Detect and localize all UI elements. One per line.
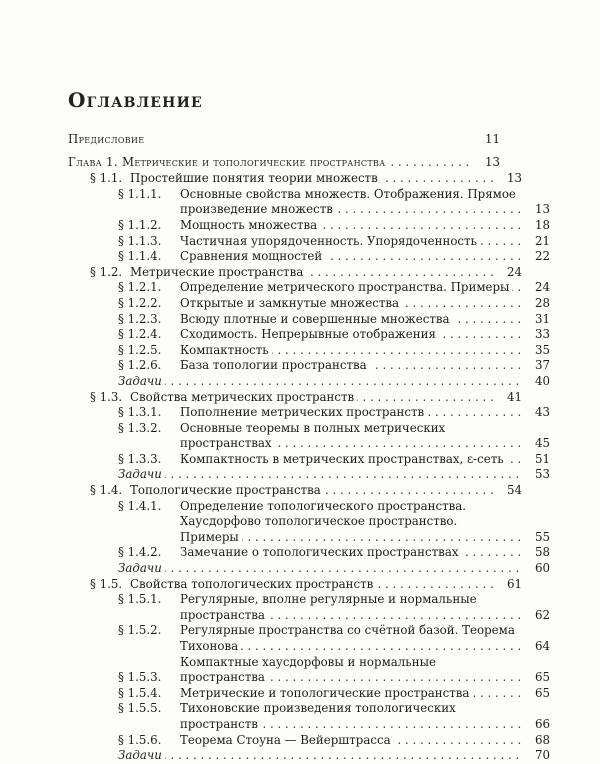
- toc-preface[interactable]: [68, 132, 500, 148]
- toc-entry-label: Замечание о топологических пространствах: [180, 545, 462, 559]
- toc-entry-label: Сравнения мощностей: [180, 249, 325, 263]
- toc-page-number: 54: [506, 483, 522, 498]
- toc-page-number: 41: [506, 389, 522, 404]
- toc-page-number: 11: [484, 132, 500, 146]
- toc-entry-label: Компактность: [180, 343, 272, 357]
- table-of-contents: [68, 132, 550, 764]
- toc-subsection[interactable]: [68, 655, 550, 686]
- toc-entry-number: § 1.1.3.: [118, 233, 162, 248]
- toc-subsection[interactable]: [68, 452, 550, 468]
- toc-subsection[interactable]: [68, 686, 550, 702]
- toc-entry-number: § 1.5.5.: [118, 701, 162, 716]
- toc-entry-number: § 1.2.6.: [118, 358, 162, 373]
- toc-page-number: 18: [534, 217, 550, 232]
- toc-page-number: 68: [534, 732, 550, 747]
- toc-page-number: 24: [534, 280, 550, 295]
- toc-entry-number: § 1.5.2.: [118, 623, 162, 638]
- toc-page-number: 62: [534, 607, 550, 622]
- toc-entry-label: Предисловие: [68, 132, 147, 146]
- toc-subsection[interactable]: [68, 249, 550, 265]
- toc-entry-label: Топологические пространства: [130, 483, 324, 497]
- toc-entry-number: § 1.2.1.: [118, 280, 162, 295]
- toc-tasks[interactable]: [68, 561, 550, 577]
- toc-entry-label: Теорема Стоуна — Вейерштрасса: [180, 733, 394, 747]
- toc-entry-label: Метрические пространства: [130, 265, 306, 279]
- toc-entry-label: Задачи: [118, 561, 165, 575]
- toc-subsection[interactable]: [68, 218, 550, 234]
- toc-entry-number: § 1.5.1.: [118, 592, 162, 607]
- toc-page-number: 70: [534, 748, 550, 763]
- toc-chapter[interactable]: [68, 155, 500, 171]
- toc-page-number: 28: [534, 295, 550, 310]
- toc-entry-number: § 1.5.4.: [118, 685, 162, 700]
- toc-entry-label-continued: Хаусдорфово топологическое пространство. Примеры: [180, 514, 458, 544]
- toc-entry-label: Метрические и топологические пространства: [180, 686, 472, 700]
- toc-entry-number: § 1.2.2.: [118, 295, 162, 310]
- toc-page-number: 31: [534, 311, 550, 326]
- toc-page-number: 55: [534, 529, 550, 544]
- toc-page-number: 22: [534, 249, 550, 264]
- toc-page-number: 13: [506, 171, 522, 186]
- toc-entry-number: § 1.2.: [90, 264, 123, 279]
- toc-page-number: 58: [534, 545, 550, 560]
- toc-subsection[interactable]: [68, 234, 550, 250]
- toc-entry-label: Метрические и топологические пространства: [121, 154, 386, 169]
- toc-page-number: 65: [534, 685, 550, 700]
- toc-entry-label: Простейшие понятия теории множеств: [130, 171, 381, 185]
- toc-section[interactable]: [68, 483, 522, 499]
- toc-entry-number: § 1.2.3.: [118, 311, 162, 326]
- toc-subsection[interactable]: [68, 499, 550, 515]
- toc-entry-label: Частичная упорядоченность. Упорядоченность: [180, 234, 480, 248]
- toc-page-number: 37: [534, 358, 550, 373]
- toc-page-number: 40: [534, 373, 550, 388]
- toc-page-number: 60: [534, 561, 550, 576]
- toc-subsection[interactable]: [68, 358, 550, 374]
- toc-entry-label: Всюду плотные и совершенные множества: [180, 312, 453, 326]
- toc-subsection[interactable]: [68, 280, 550, 296]
- toc-entry-number: § 1.3.1.: [118, 405, 162, 420]
- toc-subsection-continued[interactable]: [68, 514, 550, 545]
- toc-entry-number: § 1.3.3.: [118, 451, 162, 466]
- toc-page-number: 13: [484, 154, 500, 169]
- toc-entry-label-continued: пространствах: [180, 436, 275, 450]
- toc-entry-number: § 1.3.: [90, 389, 123, 404]
- toc-page-number: 65: [534, 670, 550, 685]
- toc-entry-number: § 1.4.1.: [118, 498, 162, 513]
- toc-tasks[interactable]: [68, 748, 550, 764]
- toc-entry-label: Открытые и замкнутые множества: [180, 296, 402, 310]
- toc-entry-label: Основные теоремы в полных метрических: [180, 420, 446, 435]
- toc-entry-number: § 1.1.: [90, 171, 123, 186]
- toc-subsection-continued[interactable]: [68, 202, 550, 218]
- toc-subsection[interactable]: [68, 545, 550, 561]
- toc-subsection[interactable]: [68, 421, 550, 437]
- toc-entry-label: Свойства метрических пространств: [130, 390, 357, 404]
- toc-entry-number: § 1.4.2.: [118, 545, 162, 560]
- toc-entry-label: Задачи: [118, 748, 165, 762]
- toc-entry-label: База топологии пространства: [180, 358, 370, 372]
- toc-entry-label: Определение метрического пространства. Примеры: [180, 280, 512, 294]
- toc-subsection[interactable]: [68, 296, 550, 312]
- toc-tasks[interactable]: [68, 374, 550, 390]
- toc-subsection-continued[interactable]: [68, 608, 550, 624]
- toc-entry-label-continued: пространства: [180, 608, 268, 622]
- toc-section[interactable]: [68, 265, 522, 281]
- toc-section[interactable]: [68, 390, 522, 406]
- toc-page-number: 21: [534, 233, 550, 248]
- toc-subsection[interactable]: [68, 701, 550, 717]
- toc-entry-label: Компактные хаусдорфовы и нормальные пространства: [180, 654, 436, 685]
- toc-entry-label: Тихоновские произведения топологических: [180, 701, 456, 716]
- toc-subsection[interactable]: [68, 327, 550, 343]
- toc-entry-number: § 1.5.: [90, 576, 123, 591]
- toc-entry-number: § 1.1.4.: [118, 249, 162, 264]
- toc-subsection[interactable]: [68, 592, 550, 608]
- toc-page-number: 61: [506, 576, 522, 591]
- toc-subsection[interactable]: [68, 343, 550, 359]
- toc-entry-label-continued: пространств: [180, 717, 261, 731]
- toc-page-number: 43: [534, 405, 550, 420]
- toc-entry-number: § 1.3.2.: [118, 420, 162, 435]
- toc-entry-label: Определение топологического пространства.: [180, 498, 467, 513]
- toc-page-number: 35: [534, 342, 550, 357]
- toc-page-number: 64: [534, 639, 550, 653]
- toc-section[interactable]: [68, 171, 522, 187]
- toc-subsection[interactable]: [68, 733, 550, 749]
- toc-entry-label: Мощность множества: [180, 218, 320, 232]
- toc-chapter-number: Глава 1.: [68, 154, 118, 169]
- toc-entry-label: Регулярные пространства со счётной базой. Теорема: [180, 623, 515, 638]
- toc-entry-label: Пополнение метрических пространств: [180, 405, 427, 419]
- toc-entry-label-continued: Тихонова: [180, 639, 241, 653]
- toc-subsection-continued[interactable]: [68, 717, 550, 733]
- toc-entry-number: § 1.1.2.: [118, 217, 162, 232]
- toc-entry-label: Задачи: [118, 467, 165, 481]
- toc-subsection[interactable]: [68, 405, 550, 421]
- toc-entry-number: § 1.5.6.: [118, 732, 162, 747]
- toc-tasks[interactable]: [68, 467, 550, 483]
- toc-entry-number: § 1.4.: [90, 483, 123, 498]
- toc-subsection[interactable]: [68, 312, 550, 328]
- toc-page-number: 13: [534, 202, 550, 217]
- toc-entry-label: Компактность в метрических пространствах, ε-сеть: [180, 452, 507, 466]
- toc-entry-number: § 1.2.4.: [118, 327, 162, 342]
- toc-page-number: 51: [534, 451, 550, 466]
- toc-page-number: 24: [506, 264, 522, 279]
- toc-subsection-continued[interactable]: [68, 436, 550, 452]
- toc-section[interactable]: [68, 577, 522, 593]
- toc-page-number: 66: [534, 716, 550, 731]
- toc-entry-number: § 1.1.1.: [118, 186, 162, 201]
- toc-entry-number: § 1.2.5.: [118, 342, 162, 357]
- toc-page-number: 53: [534, 467, 550, 482]
- toc-entry-label-continued: произведение множеств: [180, 202, 336, 216]
- toc-entry-label: Задачи: [118, 374, 165, 388]
- toc-page-number: 45: [534, 436, 550, 451]
- toc-entry-label: Основные свойства множеств. Отображения. Прямое: [180, 186, 516, 201]
- toc-entry-label: Свойства топологических пространств: [130, 577, 376, 591]
- toc-entry-number: § 1.5.3.: [118, 670, 162, 685]
- page-title: Оглавление: [68, 88, 203, 112]
- toc-subsection-continued[interactable]: [68, 639, 550, 655]
- toc-entry-label: Сходимость. Непрерывные отображения: [180, 327, 439, 341]
- toc-entry-label: Регулярные, вполне регулярные и нормальные: [180, 592, 477, 607]
- toc-subsection[interactable]: [68, 623, 550, 639]
- toc-page-number: 33: [534, 327, 550, 342]
- toc-subsection[interactable]: [68, 187, 550, 203]
